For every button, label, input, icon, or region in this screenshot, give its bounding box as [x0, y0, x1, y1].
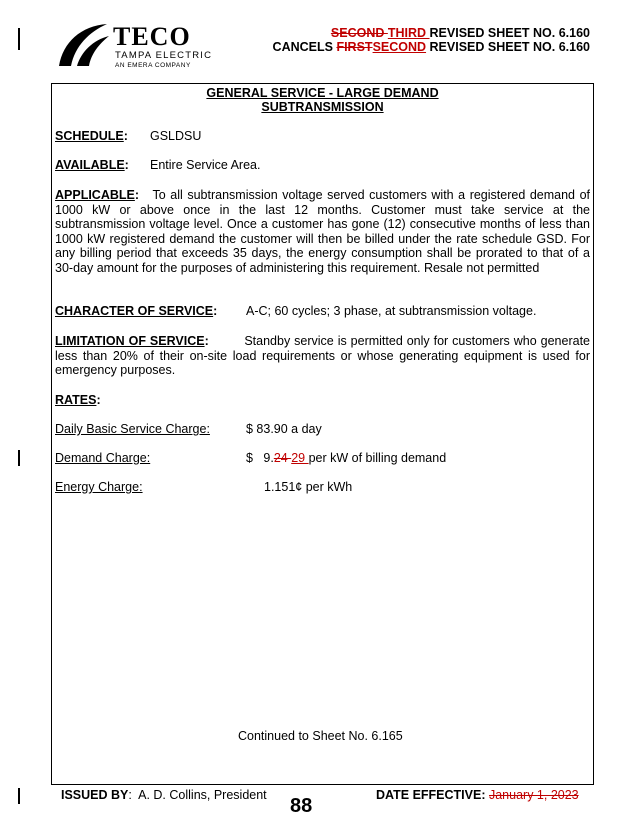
revision-bar-top	[18, 28, 20, 50]
sheet-revision-line: SECOND THIRD REVISED SHEET NO. 6.160	[330, 26, 590, 40]
demand-charge-value: $ 9.24 29 per kW of billing demand	[246, 451, 447, 465]
deleted-text: FIRST	[336, 40, 373, 54]
deleted-text: January 1, 2023	[488, 788, 579, 802]
company-logo	[55, 20, 245, 76]
page-subtitle: SUBTRANSMISSION	[261, 100, 384, 114]
rates-heading: RATES:	[55, 393, 101, 407]
daily-charge-value: $ 83.90 a day	[246, 422, 322, 436]
available-row: AVAILABLE: Entire Service Area.	[55, 158, 261, 172]
available-value: Entire Service Area.	[150, 158, 261, 172]
continued-note: Continued to Sheet No. 6.165	[238, 729, 403, 743]
deleted-text: SECOND	[330, 26, 388, 40]
issued-by: ISSUED BY: A. D. Collins, President	[61, 788, 267, 802]
page-title: GENERAL SERVICE - LARGE DEMAND	[206, 86, 439, 100]
character-value: A-C; 60 cycles; 3 phase, at subtransmission voltage.	[246, 304, 537, 318]
inserted-text: THIRD	[387, 26, 430, 40]
logo-subtitle: TAMPA ELECTRIC	[115, 50, 213, 61]
tariff-sheet-body	[51, 83, 594, 785]
page-number: 88	[290, 795, 313, 817]
inserted-text: 29	[291, 451, 309, 465]
revision-bar-middle	[18, 450, 20, 466]
daily-charge-row: Daily Basic Service Charge: $ 83.90 a day	[55, 422, 322, 436]
character-row: CHARACTER OF SERVICE: A-C; 60 cycles; 3 phase, at subtransmission voltage.	[55, 304, 537, 318]
deleted-text: 24	[273, 451, 292, 465]
limitation-paragraph: LIMITATION OF SERVICE: Standby service is permitted only for customers who generate less than 20% of their on-site load requirements or whose generating equipment is used for emergency purposes.	[55, 334, 590, 378]
cancels-line: CANCELS FIRSTSECOND REVISED SHEET NO. 6.160	[272, 40, 590, 54]
energy-charge-row: Energy Charge: 1.151¢ per kWh	[55, 480, 353, 494]
logo-wordmark: TECO	[113, 22, 191, 51]
swoosh-icon	[55, 20, 111, 70]
date-effective: DATE EFFECTIVE: January 1, 2023	[376, 788, 579, 802]
energy-charge-value: 1.151¢ per kWh	[264, 480, 353, 494]
schedule-row: SCHEDULE: GSLDSU	[55, 129, 202, 143]
logo-tagline: AN EMERA COMPANY	[115, 62, 191, 69]
demand-charge-row: Demand Charge: $ 9.24 29 per kW of billing demand	[55, 451, 447, 465]
revision-bar-bottom	[18, 788, 20, 804]
schedule-value: GSLDSU	[150, 129, 202, 143]
inserted-text: SECOND	[372, 40, 427, 54]
applicable-paragraph: APPLICABLE: To all subtransmission voltage served customers with a registered demand of 1000 kW or above once in the last 12 months. Customer must take service at the subtransmission voltage level. Once a customer has gone (12) consecutive months of less than 1000 kW registered demand the customer will then be billed under the rate schedule GSD. For any billing period that exceeds 35 days, the energy consumption shall be prorated to that of a 30-day amount for the purposes of administering this requirement. Resale not permitted	[55, 188, 590, 275]
